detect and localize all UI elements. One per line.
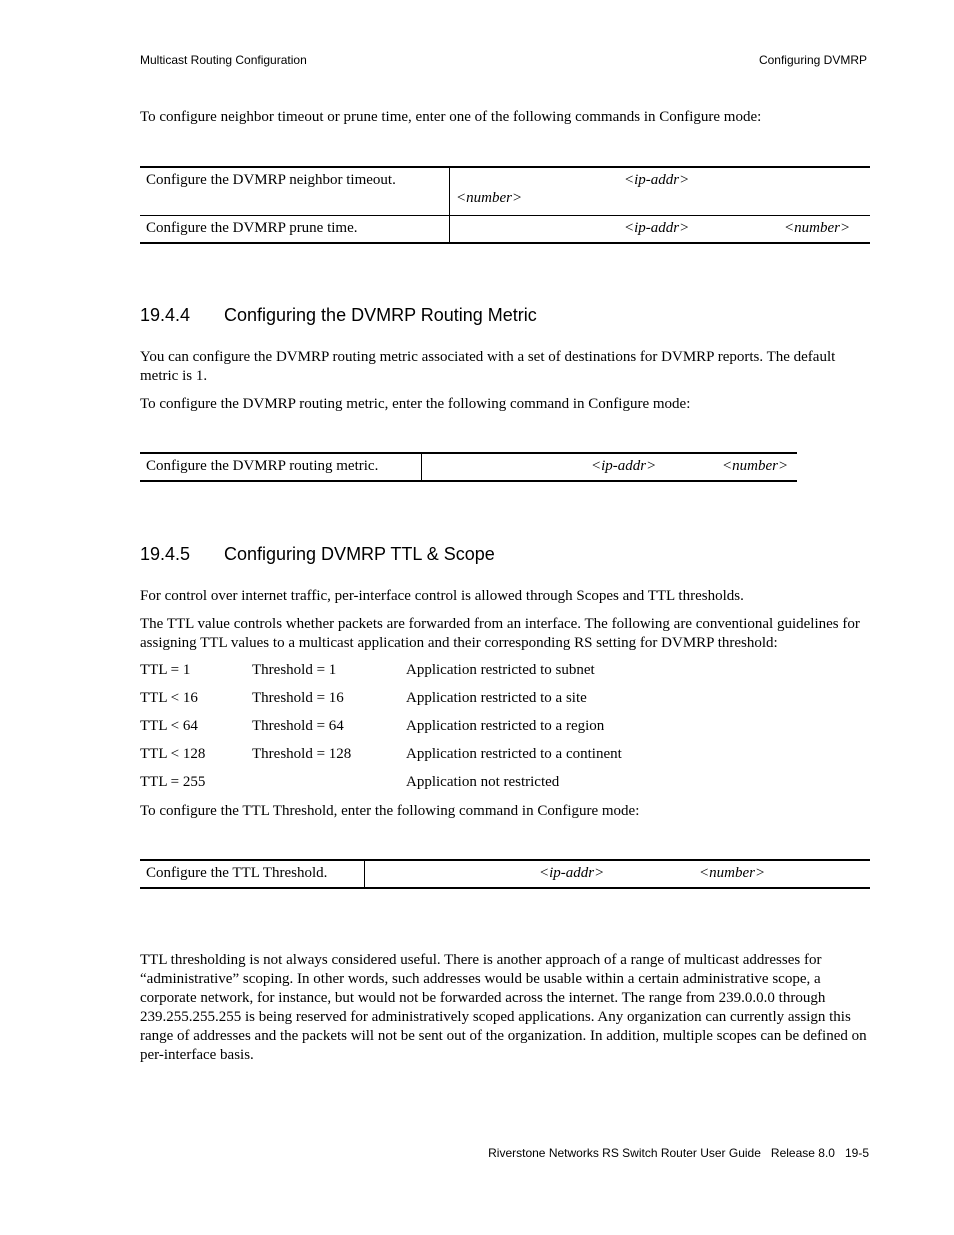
application-scope: Application not restricted <box>406 774 560 790</box>
table-cell-command <box>450 215 871 243</box>
ttl-scope-intro: For control over internet traffic, per-interface control is allowed through Scopes and TTL thresholds. <box>140 588 744 604</box>
table-cell-description: Configure the DVMRP prune time. <box>140 215 450 243</box>
arg-number: <number> <box>784 219 851 236</box>
ttl-value: TTL < 16 <box>140 690 198 706</box>
command-table-neighbor-prune <box>140 166 870 244</box>
ttl-value: TTL = 1 <box>140 662 191 678</box>
section-title: Configuring the DVMRP Routing Metric <box>224 305 537 325</box>
threshold-value: Threshold = 16 <box>252 690 344 706</box>
routing-metric-description: You can configure the DVMRP routing metric associated with a set of destinations for DVMRP reports. The default metric is 1. <box>140 349 836 384</box>
arg-ip-addr: <ip-addr> <box>539 865 605 881</box>
ttl-row <box>140 774 740 794</box>
ttl-value: TTL < 128 <box>140 746 206 762</box>
arg-number: <number> <box>722 458 789 474</box>
ttl-row <box>140 746 740 766</box>
application-scope: Application restricted to subnet <box>406 662 595 678</box>
ttl-row <box>140 718 740 738</box>
threshold-value: Threshold = 1 <box>252 662 337 678</box>
table-cell-description: Configure the DVMRP neighbor timeout. <box>140 167 450 215</box>
command-table-routing-metric <box>140 452 797 482</box>
application-scope: Application restricted to a continent <box>406 746 622 762</box>
section-heading-ttl-scope <box>140 544 495 565</box>
threshold-value: Threshold = 128 <box>252 746 352 762</box>
threshold-value: Threshold = 64 <box>252 718 344 734</box>
footer-guide-title: Riverstone Networks RS Switch Router User Guide <box>488 1146 761 1160</box>
footer-page-number: 19-5 <box>844 1146 869 1160</box>
running-header-left: Multicast Routing Configuration <box>140 53 307 67</box>
intro-paragraph: To configure neighbor timeout or prune time, enter one of the following commands in Configure mode: <box>140 109 762 125</box>
section-title: Configuring DVMRP TTL & Scope <box>224 544 495 564</box>
ttl-row <box>140 690 740 710</box>
ttl-row <box>140 662 740 682</box>
administrative-scoping-paragraph: TTL thresholding is not always considered useful. There is another approach of a range of multicast addresses for “administrative” scoping. In other words, such addresses would be usable within a certain administrative scope, a corporate network, for instance, but would not be forwarded across the internet. The range from 239.0.0.0 through 239.255.255.255 is being reserved for administratively scoped applications. Any organization can currently assign this range of addresses and the packets will not be sent out of the organization. In addition, multiple scopes can be defined on per-interface basis. <box>140 952 867 1063</box>
ttl-scope-guidelines: The TTL value controls whether packets are forwarded from an interface. The following are conventional guidelines for assigning TTL values to a multicast application and their corresponding RS setting for DVMRP threshold: <box>140 616 860 651</box>
table-cell-description: Configure the DVMRP routing metric. <box>140 453 422 481</box>
application-scope: Application restricted to a site <box>406 690 587 706</box>
arg-number: <number> <box>699 865 766 881</box>
arg-ip-addr: <ip-addr> <box>624 219 690 236</box>
ttl-value: TTL < 64 <box>140 718 198 734</box>
table-row <box>140 453 797 481</box>
arg-ip-addr: <ip-addr> <box>591 458 657 474</box>
table-cell-command <box>422 453 798 481</box>
table-cell-description: Configure the TTL Threshold. <box>140 860 365 888</box>
running-header-right: Configuring DVMRP <box>758 53 867 67</box>
running-footer <box>488 1146 869 1160</box>
section-heading-routing-metric <box>140 305 537 326</box>
table-row <box>140 215 870 243</box>
table-cell-command <box>365 860 871 888</box>
table-cell-command <box>450 167 871 215</box>
command-table-ttl-threshold <box>140 859 870 889</box>
section-number: 19.4.5 <box>140 544 191 564</box>
ttl-threshold-instruction: To configure the TTL Threshold, enter the following command in Configure mode: <box>140 803 640 819</box>
ttl-value: TTL = 255 <box>140 774 206 790</box>
routing-metric-instruction: To configure the DVMRP routing metric, enter the following command in Configure mode: <box>140 396 691 412</box>
table-row <box>140 860 870 888</box>
application-scope: Application restricted to a region <box>406 718 605 734</box>
section-number: 19.4.4 <box>140 305 191 325</box>
footer-release: Release 8.0 <box>770 1146 835 1160</box>
arg-number: <number> <box>456 190 523 206</box>
table-row <box>140 167 870 215</box>
arg-ip-addr: <ip-addr> <box>624 172 690 188</box>
